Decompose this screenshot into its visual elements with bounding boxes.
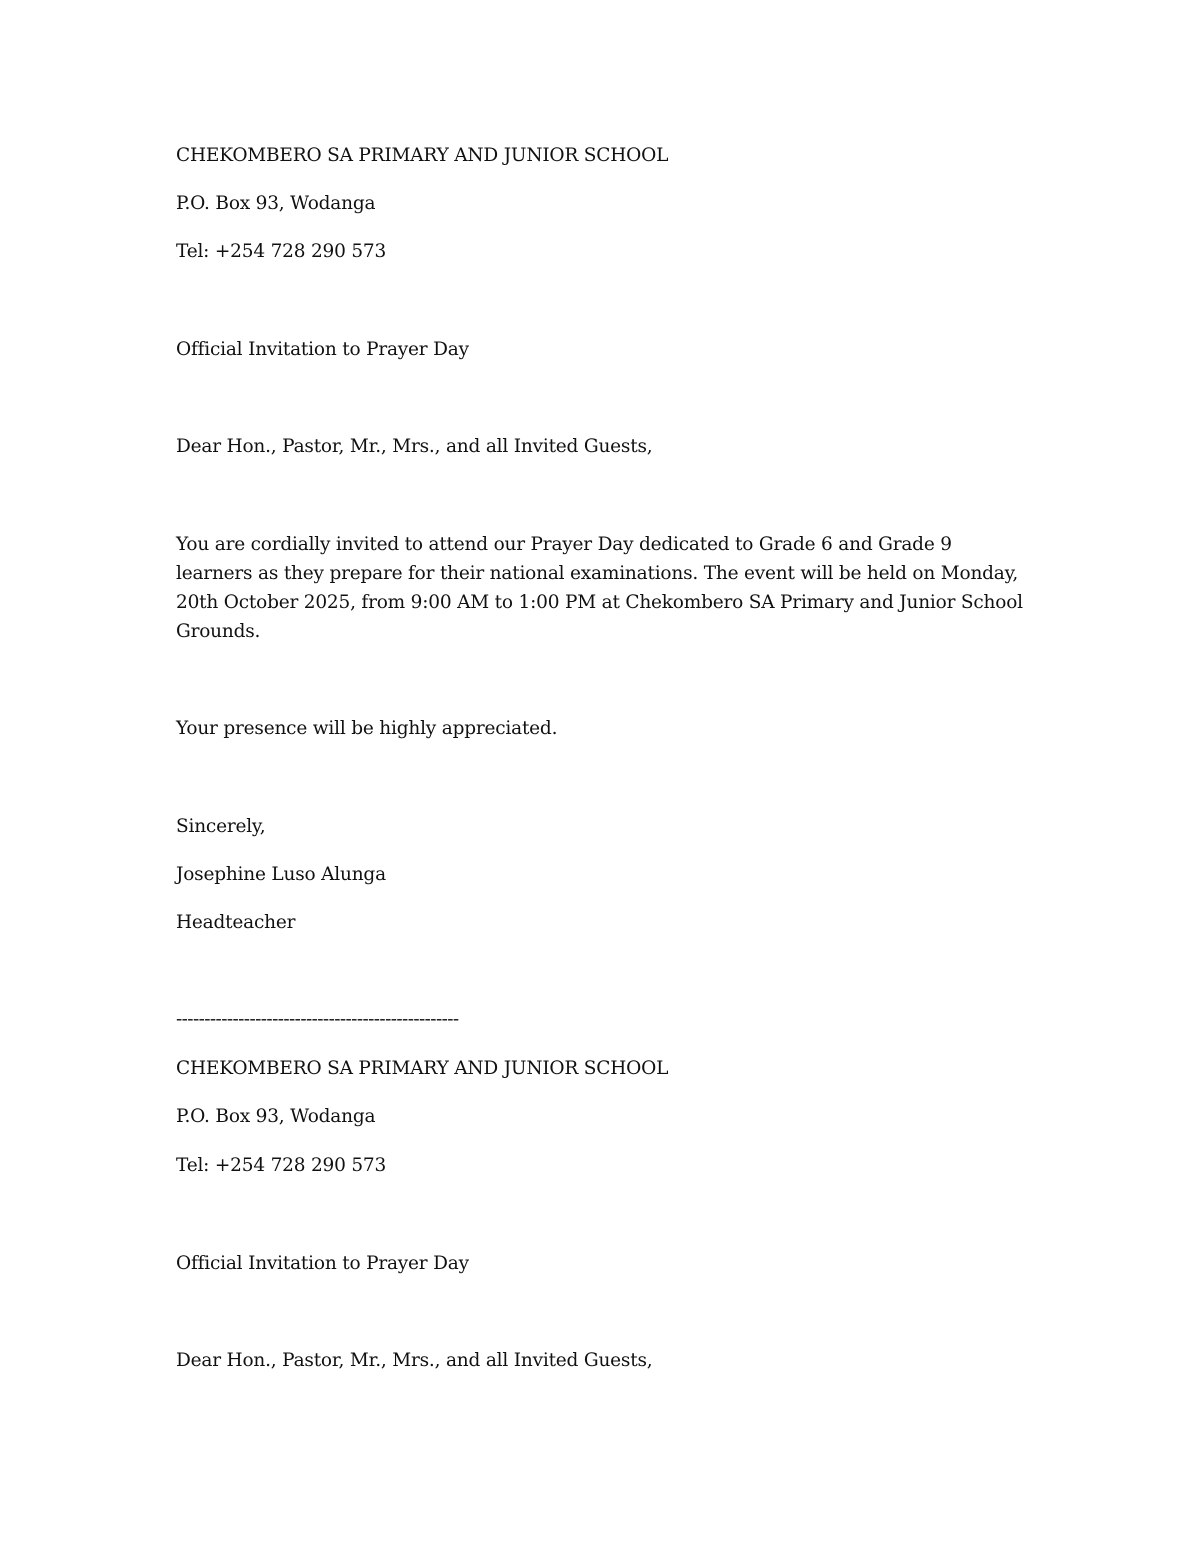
school-name: CHEKOMBERO SA PRIMARY AND JUNIOR SCHOOL (176, 1058, 669, 1079)
school-address: P.O. Box 93, Wodanga (176, 1106, 376, 1127)
school-tel: Tel: +254 728 290 573 (176, 1155, 387, 1176)
letter-divider: -------------------------------------------------- (176, 1009, 459, 1030)
signer-title: Headteacher (176, 912, 296, 933)
body-line: Grounds. (176, 621, 261, 642)
letter-salutation: Dear Hon., Pastor, Mr., Mrs., and all Invited Guests, (176, 436, 653, 457)
letter-body (176, 530, 1026, 646)
school-address: P.O. Box 93, Wodanga (176, 193, 376, 214)
letter-subject: Official Invitation to Prayer Day (176, 339, 469, 360)
body-line: learners as they prepare for their national examinations. The event will be held on Monday, (176, 563, 1019, 584)
sign-off: Sincerely, (176, 816, 266, 837)
body-line: 20th October 2025, from 9:00 AM to 1:00 PM at Chekombero SA Primary and Junior School (176, 592, 1023, 613)
signer-name: Josephine Luso Alunga (176, 864, 386, 885)
body-line: You are cordially invited to attend our Prayer Day dedicated to Grade 6 and Grade 9 (176, 534, 952, 555)
letter-subject: Official Invitation to Prayer Day (176, 1253, 469, 1274)
letter-salutation: Dear Hon., Pastor, Mr., Mrs., and all Invited Guests, (176, 1350, 653, 1371)
school-tel: Tel: +254 728 290 573 (176, 241, 387, 262)
closing-note: Your presence will be highly appreciated. (176, 718, 558, 739)
school-name: CHEKOMBERO SA PRIMARY AND JUNIOR SCHOOL (176, 145, 669, 166)
